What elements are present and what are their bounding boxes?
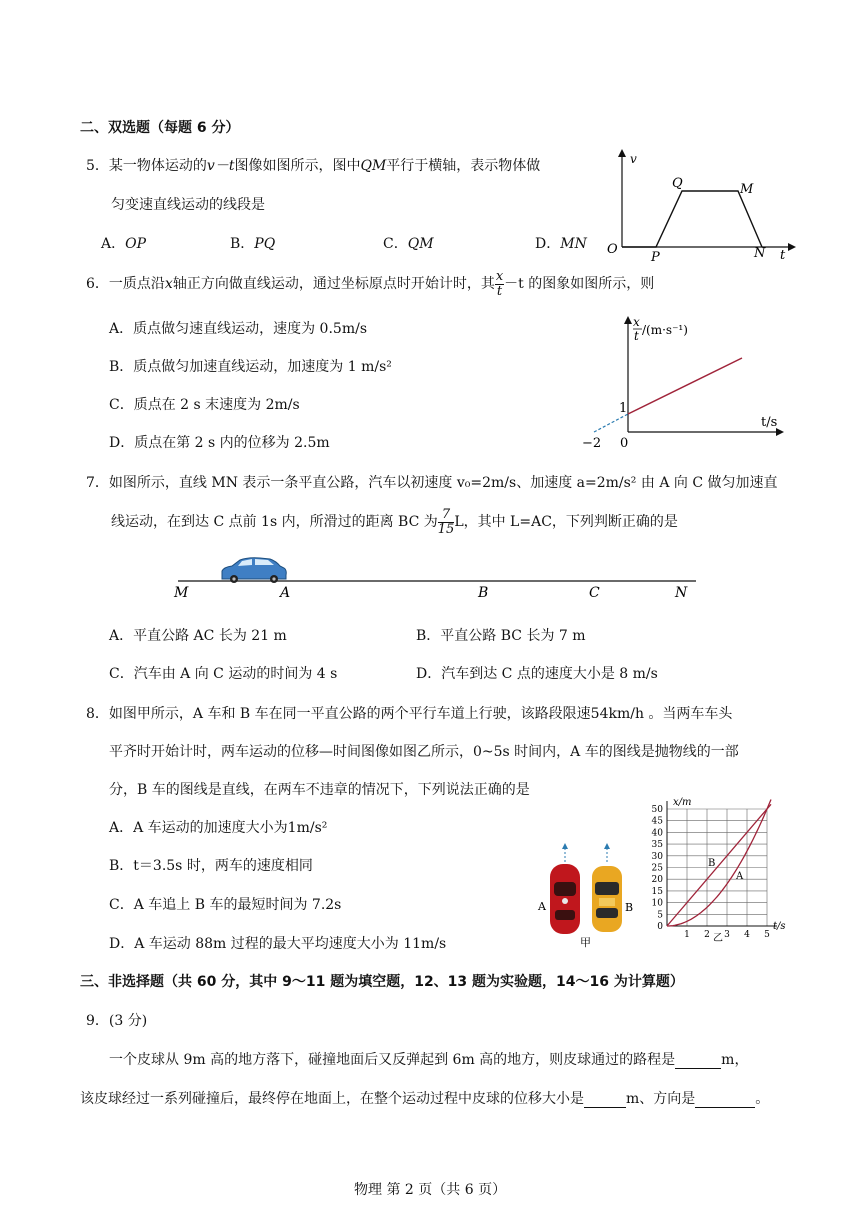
page-footer: 物理 第 2 页（共 6 页） [354,1182,507,1198]
question-8-line1: 8．如图甲所示，A 车和 B 车在同一平直公路的两个平行车道上行驶，该路段限速54km/h 。当两车车头 [86,706,733,722]
q8-figure-yi-graph [645,795,795,945]
road-label-c: C [589,585,600,601]
q5-vt-graph [600,145,800,263]
q8-y-tick-label: 25 [651,863,663,874]
question-9-line2: 该皮球经过一系列碰撞后，最终停在地面上，在整个运动过程中皮球的位移大小是 m、方向是 。 [80,1091,770,1107]
q8-y-tick-label: 40 [651,828,663,839]
question-9-head: 9．(3 分) [86,1013,148,1029]
q6-xt-line [628,358,742,414]
q7-option-c: C．汽车由 A 向 C 运动的时间为 4 s [109,666,338,682]
question-6-stem: 6．一质点沿x轴正方向做直线运动，通过坐标原点时开始计时，其 $\frac{x}{t}$ －t 的图象如图所示，则 [86,268,655,299]
q5-option-d: D．MN [535,236,587,252]
figure-jia-label: 甲 [580,936,591,948]
q6-option-c: C．质点在 2 s 末速度为 2m/s [109,397,300,413]
car-icon [222,558,286,583]
q7-road-diagram [160,553,710,603]
q8-y-tick-label: 0 [657,922,663,932]
q8-figure-jia [533,838,643,948]
q8-y-tick-label: 20 [651,875,663,886]
question-7-line2: 线运动，在到达 C 点前 1s 内，所滑过的距离 BC 为 $\frac{7}{15}$ L，其中 L=AC，下列判断正确的是 [111,506,678,537]
q8-line-b-label: B [708,858,716,869]
q5-option-c: C．QM [383,236,434,252]
q8-y-tick-label: 50 [651,805,663,815]
q8-y-axis-label: x/m [673,797,692,808]
yellow-car-b-icon [592,866,622,932]
q6-y-den: t [634,329,639,343]
q5-n-label: N [754,246,766,261]
q5-q-label: Q [672,176,683,191]
road-label-n: N [675,585,688,601]
q8-option-b: B．t＝3.5s 时，两车的速度相同 [109,858,313,874]
question-8-line3: 分，B 车的图线是直线，在两车不违章的情况下，下列说法正确的是 [109,782,530,798]
question-5-stem: 5．某一物体运动的v－t图像如图所示，图中QM平行于横轴，表示物体做 [86,158,541,174]
q6-y-num: x [633,315,640,329]
q7-option-a: A．平直公路 AC 长为 21 m [109,628,287,644]
q5-option-b: B．PQ [230,236,276,252]
figure-yi-label: 乙 [713,933,723,944]
q8-x-tick-label: 3 [724,930,730,940]
q8-x-tick-label: 4 [744,930,750,940]
section-title-2: 二、双选题（每题 6 分） [80,120,240,136]
q5-option-a: A．OP [101,236,147,252]
q9-blank-2[interactable] [584,1091,626,1108]
q6-option-b: B．质点做匀加速直线运动，加速度为 1 m/s² [109,359,392,375]
question-7-line1: 7．如图所示，直线 MN 表示一条平直公路，汽车以初速度 v₀=2m/s、加速度 a=2m/s² 由 A 向 C 做匀加速直 [86,475,778,491]
q5-vt-line [622,191,762,247]
q8-x-tick-label: 2 [704,930,710,940]
q8-option-d: D．A 车运动 88m 过程的最大平均速度大小为 11m/s [109,936,447,952]
road-label-b: B [478,585,489,601]
q8-x-axis-label: t/s [773,921,786,932]
car-a-label: A [538,900,546,913]
q8-x-tick-label: 1 [684,930,690,940]
q5-p-label: P [651,250,660,263]
q5-y-axis-label: v [630,152,637,166]
q7-option-d: D．汽车到达 C 点的速度大小是 8 m/s [416,666,658,682]
question-5-stem-line2: 匀变速直线运动的线段是 [111,197,265,213]
q8-y-tick-label: 45 [651,816,663,827]
car-b-label: B [625,901,634,914]
q5-origin-label: O [607,242,618,257]
q9-blank-3[interactable] [695,1091,755,1108]
section-title-3: 三、非选择题（共 60 分，其中 9～11 题为填空题，12、13 题为实验题，14～16 为计算题） [80,974,684,990]
q6-origin: 0 [620,436,629,451]
q8-option-c: C．A 车追上 B 车的最短时间为 7.2s [109,897,342,913]
q6-xt-graph [580,310,790,455]
question-9-line1: 一个皮球从 9m 高的地方落下，碰撞地面后又反弹起到 6m 高的地方，则皮球通过的路程是 m， [109,1052,749,1068]
q8-y-tick-label: 10 [651,898,663,909]
question-8-line2: 平齐时开始计时，两车运动的位移—时间图像如图乙所示，0~5s 时间内，A 车的图线是抛物线的一部 [109,744,739,760]
q8-line-a-label: A [736,871,744,882]
q6-x-axis-label: t/s [761,415,778,430]
q8-x-tick-label: 5 [764,930,770,940]
q5-x-axis-label: t [780,248,786,263]
q8-line-b [667,804,771,926]
q8-y-tick-label: 35 [651,840,663,851]
red-car-a-icon [550,864,580,934]
road-label-a: A [280,585,291,601]
q6-y-unit: /(m·s⁻¹) [642,323,688,337]
q6-option-d: D．质点在第 2 s 内的位移为 2.5m [109,435,330,451]
q6-option-a: A．质点做匀速直线运动，速度为 0.5m/s [109,321,368,337]
road-label-m: M [174,585,189,601]
q6-dashed-extension [594,414,628,432]
q6-tick-1: 1 [619,401,628,416]
q5-m-label: M [740,182,754,197]
q9-blank-1[interactable] [675,1052,721,1069]
q8-y-tick-label: 15 [651,886,663,897]
q7-option-b: B．平直公路 BC 长为 7 m [416,628,586,644]
q8-option-a: A．A 车运动的加速度大小为1m/s² [109,820,328,836]
q6-tick-neg2: −2 [582,436,602,451]
q8-y-tick-label: 30 [651,851,663,862]
q8-y-tick-label: 5 [657,910,663,921]
